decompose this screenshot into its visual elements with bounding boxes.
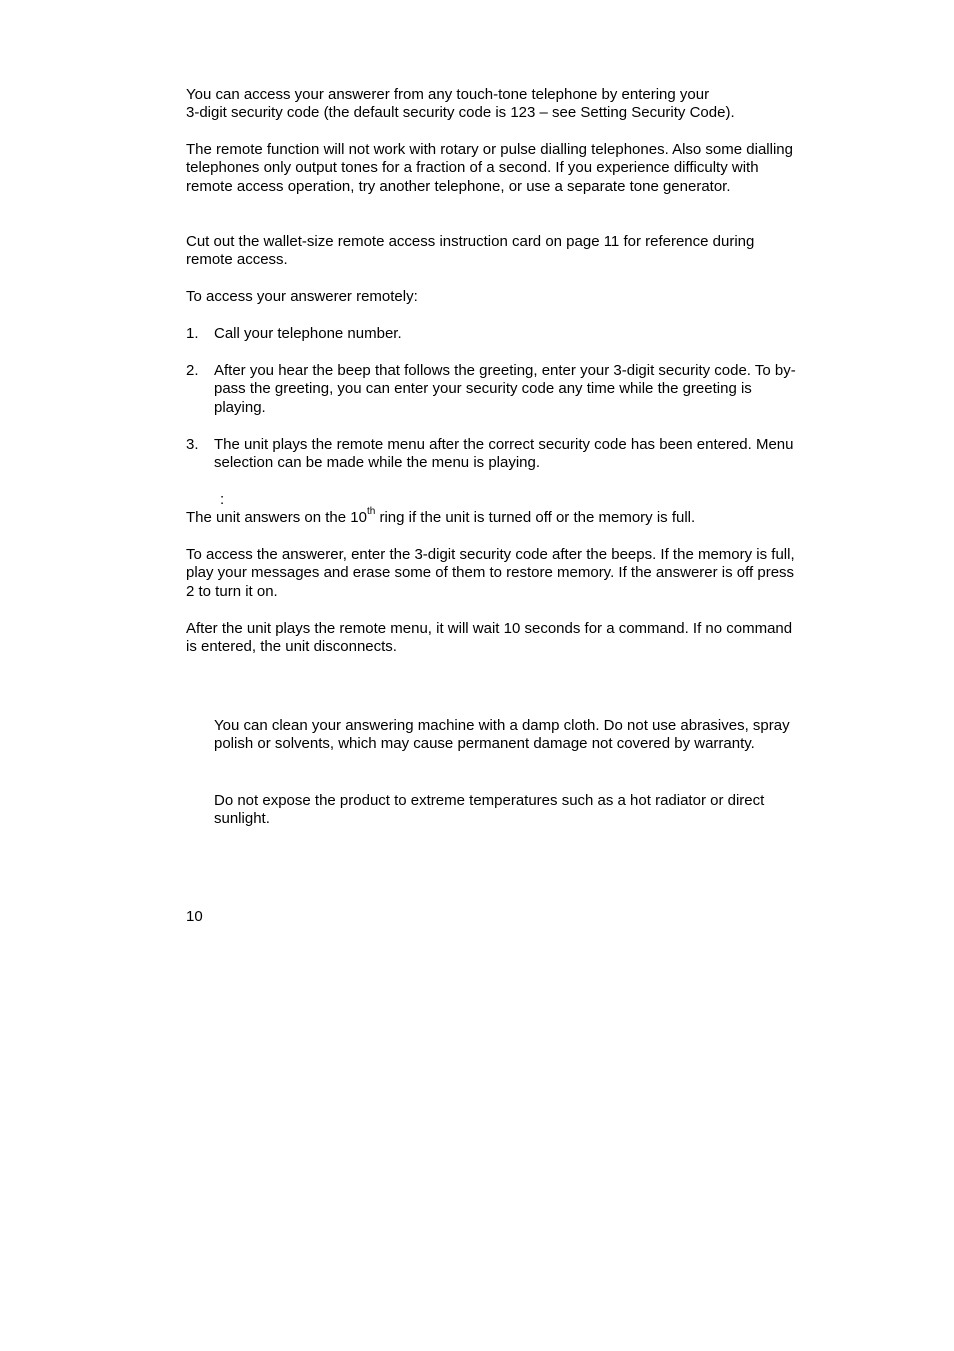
step-number: 2. (186, 362, 199, 379)
remote-function-paragraph: The remote function will not work with rotary or pulse dialling telephones. Also some dialling telephones only output tones for a fraction of a second. If you experience difficulty with remote access operation, try another telephone, or use a separate tone generator. (186, 141, 793, 195)
ring-note-start: The unit answers on the 10 (186, 509, 367, 526)
step-text: The unit plays the remote menu after the correct security code has been entered. Menu selection can be made while the menu is playing. (214, 436, 794, 472)
intro-line-1: You can access your answerer from any touch-tone telephone by entering your (186, 86, 710, 103)
clean-paragraph: You can clean your answering machine with a damp cloth. Do not use abrasives, spray polish or solvents, which may cause permanent damage not covered by warranty. (214, 717, 790, 753)
step-text: After you hear the beep that follows the greeting, enter your 3-digit security code. To by-pass the greeting, you can enter your security code any time while the greeting is playing. (214, 362, 796, 416)
step-number: 3. (186, 436, 199, 453)
intro-line-2: 3-digit security code (the default security code is 123 – see Setting Security Code). (186, 104, 735, 122)
note-colon: : (220, 491, 225, 508)
step-number: 1. (186, 325, 199, 342)
intro-paragraph (186, 86, 796, 123)
ring-note-superscript: th (366, 506, 376, 517)
wallet-card-paragraph: Cut out the wallet-size remote access instruction card on page 11 for reference during remote access. (186, 233, 755, 269)
page-number: 10 (186, 908, 203, 925)
beeps-paragraph: To access the answerer, enter the 3-digit security code after the beeps. If the memory is full, play your messages and erase some of them to restore memory. If the answerer is off press 2 to turn it on. (186, 546, 795, 600)
expose-paragraph: Do not expose the product to extreme temperatures such as a hot radiator or direct sunlight. (214, 792, 765, 828)
to-access-paragraph: To access your answerer remotely: (186, 288, 418, 305)
wait-paragraph: After the unit plays the remote menu, it will wait 10 seconds for a command. If no command is entered, the unit disconnects. (186, 620, 793, 656)
ring-note-end: ring if the unit is turned off or the memory is full. (375, 509, 696, 526)
ring-note-paragraph (186, 506, 796, 527)
step-text: Call your telephone number. (214, 325, 402, 342)
